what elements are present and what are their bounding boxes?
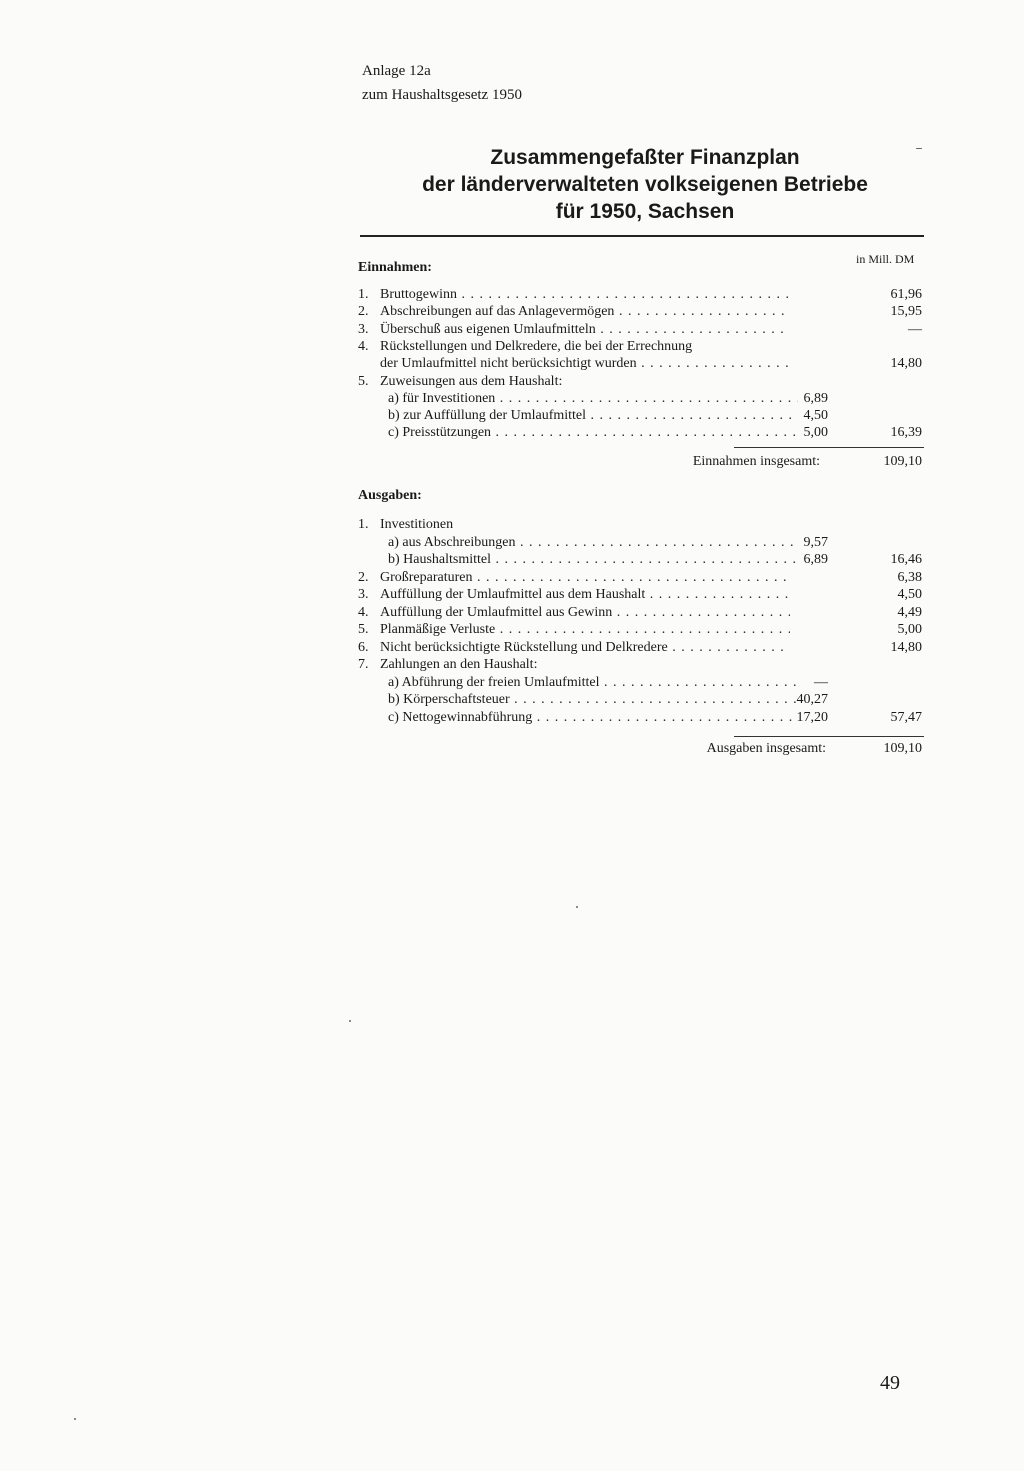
annex-label: Anlage 12a — [362, 63, 431, 79]
row-number: 2. — [358, 304, 369, 320]
row-number: 3. — [358, 321, 369, 337]
row-label: Bruttogewinn . . . — [380, 286, 790, 303]
table-row — [358, 321, 924, 338]
row-label: Abschreibungen auf das Anlagevermögen . . . — [380, 303, 790, 320]
row-subtotal-value: 40,27 — [796, 692, 828, 707]
row-subtotal-value: 6,89 — [803, 390, 828, 406]
row-number: 2. — [358, 569, 369, 585]
row-label: Auffüllung der Umlaufmittel aus dem Haushalt . . . — [380, 586, 790, 603]
row-amount-value: 15,95 — [890, 304, 922, 320]
row-subtotal-value: 4,50 — [803, 408, 828, 424]
row-number: 1. — [358, 287, 369, 302]
table-row — [358, 674, 924, 691]
row-subtotal-value: — — [814, 674, 828, 690]
page-number: 49 — [880, 1372, 900, 1394]
row-label: Auffüllung der Umlaufmittel aus Gewinn . . . — [380, 604, 790, 621]
table-row — [358, 551, 924, 568]
scan-speck — [349, 1020, 351, 1022]
table-row — [358, 390, 924, 407]
table-row — [358, 338, 924, 355]
row-label: b) Körperschaftsteuer . . . — [388, 691, 798, 708]
einnahmen-total-value: 109,10 — [883, 454, 922, 469]
row-label: a) aus Abschreibungen . . . — [388, 534, 798, 551]
einnahmen-total-label: Einnahmen insgesamt: — [692, 454, 820, 469]
row-amount-value: 61,96 — [890, 287, 922, 302]
row-label: der Umlaufmittel nicht berücksichtigt wurden . . . — [380, 355, 790, 372]
row-amount-value: 4,49 — [897, 604, 922, 620]
row-number: 3. — [358, 587, 369, 602]
title-line-1: Zusammengefaßter Finanzplan — [490, 146, 800, 169]
row-label: Investitionen — [380, 517, 454, 532]
row-amount-value: 5,00 — [897, 622, 922, 637]
row-label: a) für Investitionen . . . — [388, 390, 798, 407]
row-label: Rückstellungen und Delkredere, die bei der Errechnung — [380, 338, 693, 354]
row-number: 6. — [358, 639, 369, 655]
row-amount-value: — — [908, 321, 922, 337]
title-line-3: für 1950, Sachsen — [555, 200, 735, 223]
row-amount-value: 16,39 — [890, 425, 922, 441]
table-row — [358, 303, 924, 320]
table-row — [358, 534, 924, 551]
ausgaben-heading: Ausgaben: — [358, 488, 422, 503]
table-row — [358, 656, 924, 673]
unit-label: in Mill. DM — [856, 252, 915, 266]
row-label: Nicht berücksichtigte Rückstellung und Delkredere . . . — [380, 639, 790, 656]
row-subtotal-value: 9,57 — [803, 534, 828, 550]
row-number: 5. — [358, 373, 369, 389]
row-amount-value: 4,50 — [897, 587, 922, 602]
scan-speck — [576, 906, 578, 908]
table-row — [358, 586, 924, 603]
row-label: Planmäßige Verluste . . . — [380, 621, 790, 638]
row-amount-value: 57,47 — [890, 709, 922, 725]
row-number: 4. — [358, 604, 369, 620]
ausgaben-total-value: 109,10 — [883, 741, 922, 756]
row-amount-value: 14,80 — [890, 356, 922, 372]
table-row — [358, 604, 924, 621]
table-row — [358, 424, 924, 441]
row-amount-value: 14,80 — [890, 639, 922, 655]
row-number: 7. — [358, 657, 369, 672]
header-rule — [360, 235, 924, 237]
row-number: 5. — [358, 622, 369, 637]
scan-speck — [74, 1418, 76, 1420]
row-label: b) zur Auffüllung der Umlaufmittel . . . — [388, 407, 798, 424]
ausgaben-total-rule — [734, 736, 924, 737]
ausgaben-total-label: Ausgaben insgesamt: — [706, 741, 826, 756]
table-row — [358, 569, 924, 586]
row-label: Zuweisungen aus dem Haushalt: — [380, 373, 563, 389]
row-subtotal-value: 5,00 — [803, 425, 828, 441]
row-number: 4. — [358, 338, 369, 354]
row-label: a) Abführung der freien Umlaufmittel . . . — [388, 674, 798, 691]
table-row — [358, 355, 924, 372]
row-label: Zahlungen an den Haushalt: — [380, 657, 538, 672]
law-reference: zum Haushaltsgesetz 1950 — [362, 87, 522, 103]
title-line-2: der länderverwalteten volkseigenen Betriebe — [422, 173, 868, 196]
row-subtotal-value: 17,20 — [796, 709, 828, 725]
table-row — [358, 621, 924, 638]
table-row — [358, 373, 924, 390]
table-row — [358, 639, 924, 656]
table-row — [358, 286, 924, 303]
row-number: 1. — [358, 517, 369, 532]
einnahmen-heading: Einnahmen: — [358, 260, 432, 275]
row-subtotal-value: 6,89 — [803, 552, 828, 567]
row-label: Überschuß aus eigenen Umlaufmitteln . . . — [380, 321, 790, 338]
row-label: b) Haushaltsmittel . . . — [388, 551, 798, 568]
table-row — [358, 691, 924, 708]
row-amount-value: 6,38 — [897, 569, 922, 585]
row-label: Großreparaturen . . . — [380, 569, 790, 586]
table-row — [358, 407, 924, 424]
table-row — [358, 709, 924, 726]
row-label: c) Preisstützungen . . . — [388, 424, 798, 441]
row-amount-value: 16,46 — [890, 552, 922, 567]
scan-mark — [916, 148, 922, 149]
row-label: c) Nettogewinnabführung . . . — [388, 709, 798, 726]
einnahmen-total-rule — [734, 447, 924, 448]
table-row — [358, 516, 924, 533]
